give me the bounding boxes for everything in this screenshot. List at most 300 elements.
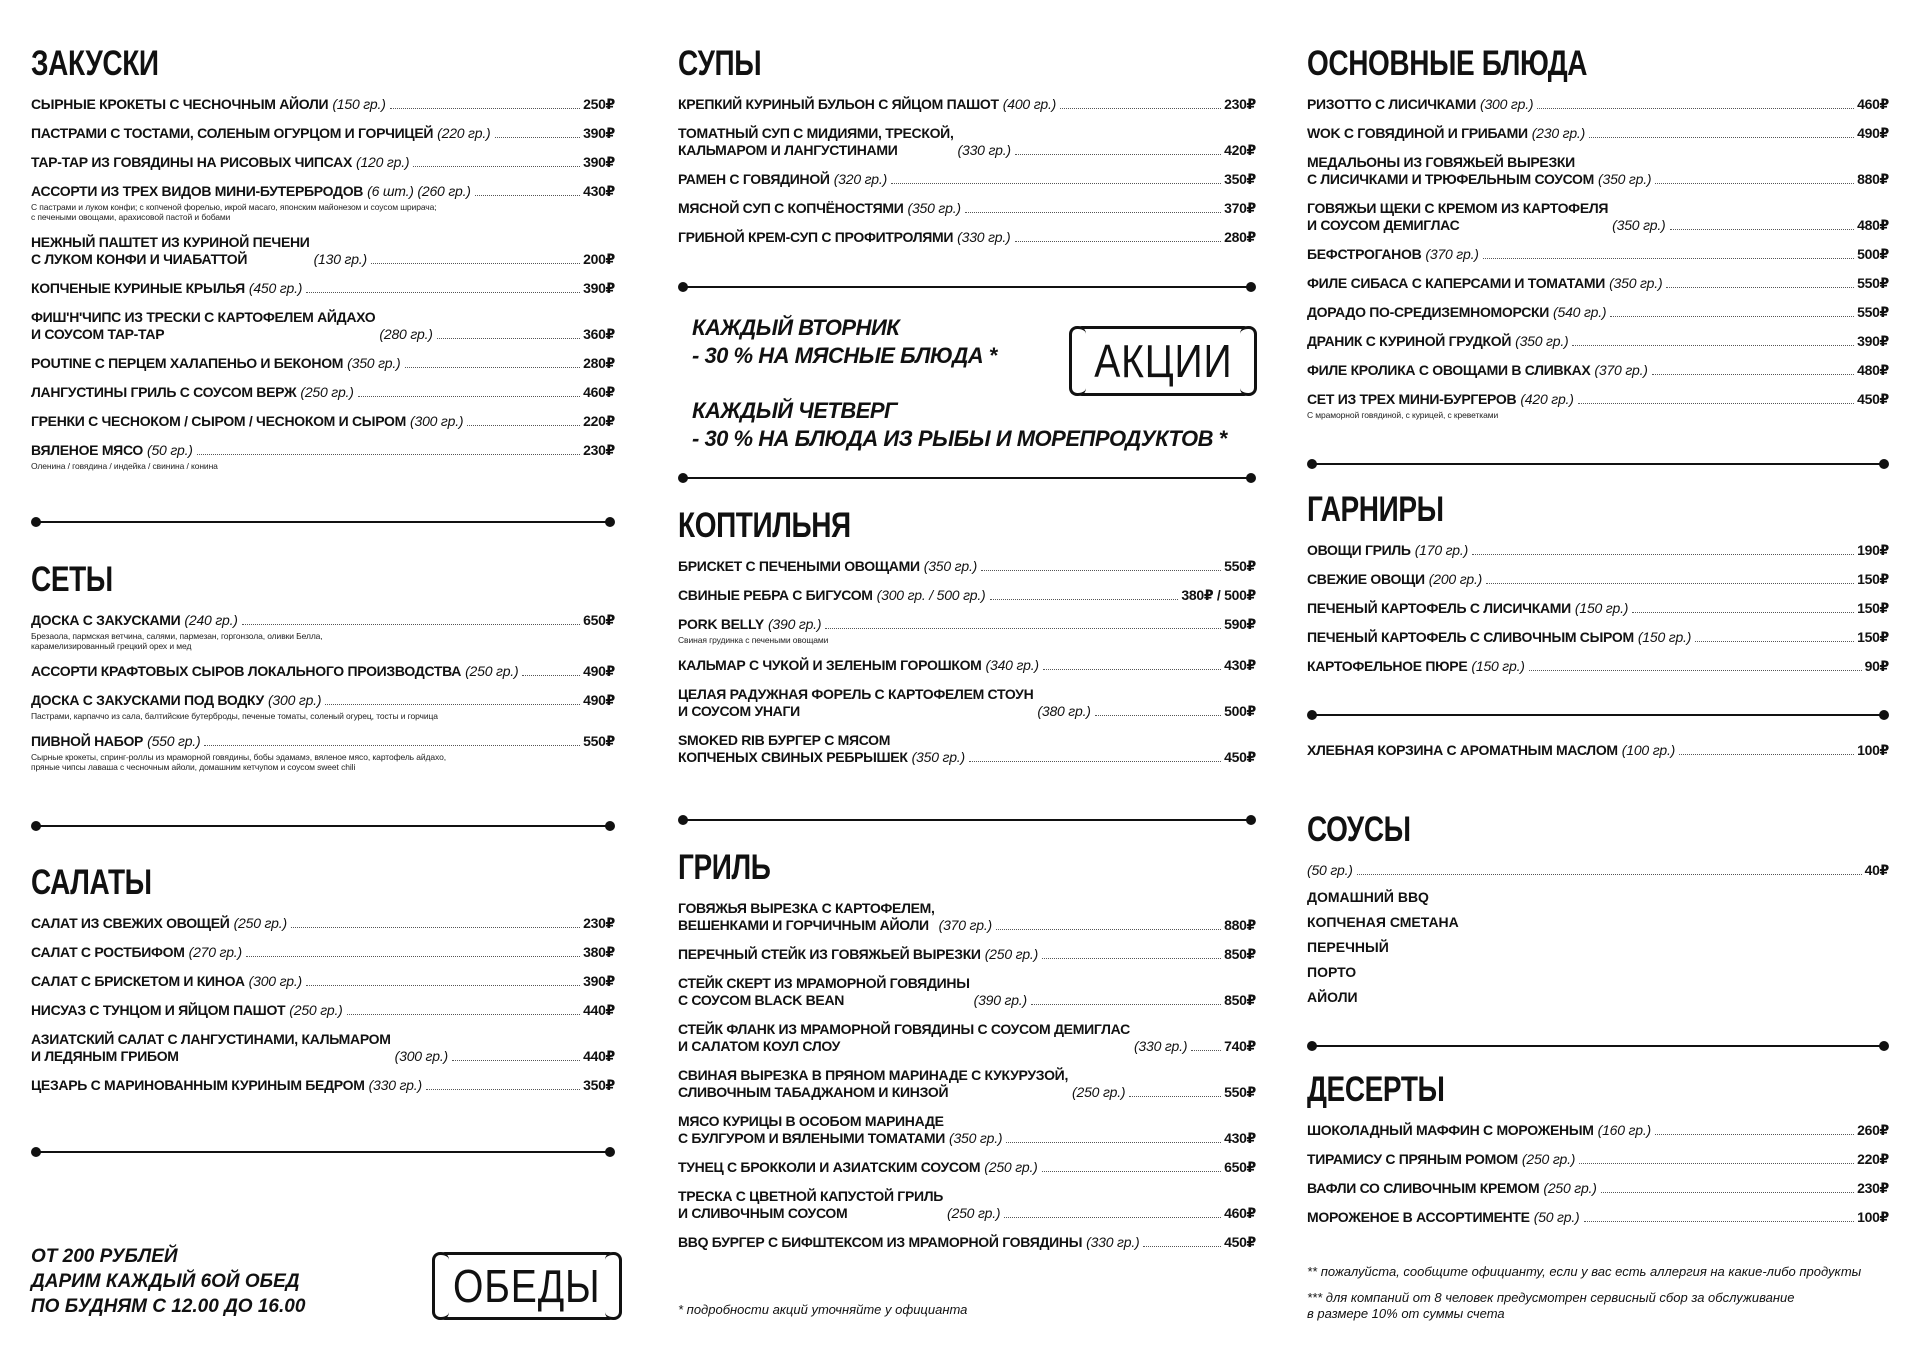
item-weight: (250 гр.) [947,1205,1001,1221]
leader-dots [1578,403,1854,404]
item-weight: (350 гр.) [949,1130,1003,1146]
item-weight: (170 гр.) [1414,542,1469,558]
item-weight: (250 гр.) [300,384,354,400]
item-price: 280₽ [583,355,615,371]
menu-item [31,944,615,961]
item-name: ЦЕЛАЯ РАДУЖНАЯ ФОРЕЛЬ С КАРТОФЕЛЕМ СТОУН И СОУСОМ УНАГИ [678,686,1034,719]
item-name: СТЕЙК ФЛАНК ИЗ МРАМОРНОЙ ГОВЯДИНЫ С СОУСОМ ДЕМИГЛАС И САЛАТОМ КОУЛ СЛОУ [678,1021,1130,1054]
leader-dots [1666,287,1854,288]
item-price: 880₽ [1224,917,1256,933]
item-weight: (350 гр.) [1612,217,1666,233]
menu-item [31,384,615,401]
item-price: 220₽ [1857,1151,1889,1167]
item-price: 450₽ [1857,391,1889,407]
menu-item [1307,629,1889,646]
section-supy [678,44,1256,258]
menu-item [1307,1122,1889,1139]
item-name: САЛАТ С РОСТБИФОМ [31,944,185,960]
menu-item [678,587,1256,604]
menu-item [31,96,615,113]
section-title: ГАРНИРЫ [1307,490,1444,529]
sauce-item: ПЕРЕЧНЫЙ [1307,939,1389,955]
item-weight: (50 гр.) [1533,1209,1580,1225]
section-divider [1307,458,1889,470]
item-weight: (350 гр.) [1609,275,1663,291]
item-name: ОВОЩИ ГРИЛЬ [1307,542,1411,558]
item-weight: (160 гр.) [1597,1122,1651,1138]
item-weight: (400 гр.) [1002,96,1057,112]
section-title: САЛАТЫ [31,863,152,902]
item-weight: (330 гр.) [1133,1038,1188,1054]
item-weight: (340 гр.) [985,657,1039,673]
leader-dots [347,1014,580,1015]
menu-item [678,946,1256,963]
leader-dots [1015,154,1221,155]
item-price: 850₽ [1224,946,1256,962]
item-weight: (390 гр.) [973,992,1027,1008]
item-price: 500₽ [1224,703,1256,719]
leader-dots [1655,1134,1854,1135]
item-weight: (450 гр.) [248,280,303,296]
leader-dots [1129,1096,1221,1097]
menu-item [31,309,615,343]
menu-item-bread [1307,742,1889,759]
item-weight: (240 гр.) [184,612,238,628]
menu-item [678,900,1256,934]
item-name: POUTINE С ПЕРЦЕМ ХАЛАПЕНЬО И БЕКОНОМ [31,355,344,371]
item-name: САЛАТ С БРИСКЕТОМ И КИНОА [31,973,245,989]
item-name: ГРЕНКИ С ЧЕСНОКОМ / СЫРОМ / ЧЕСНОКОМ И СЫРОМ [31,413,407,429]
item-name: WOK С ГОВЯДИНОЙ И ГРИБАМИ [1307,125,1528,141]
leader-dots [969,761,1221,762]
menu-item [678,616,1256,645]
leader-dots [1486,583,1854,584]
leader-dots [1679,754,1854,755]
leader-dots [390,108,580,109]
leader-dots [990,599,1179,600]
item-name: РАМЕН С ГОВЯДИНОЙ [678,171,830,187]
leader-dots [825,628,1221,629]
item-price: 350₽ [583,1077,615,1093]
menu-item [31,234,615,268]
sauce-price-row [1307,862,1889,879]
leader-dots [1537,108,1854,109]
menu-item [678,125,1256,159]
item-name: КАЛЬМАР С ЧУКОЙ И ЗЕЛЕНЫМ ГОРОШКОМ [678,657,982,673]
section-divider [678,814,1256,826]
item-weight: (300 гр.) [1480,96,1534,112]
item-name: СЕТ ИЗ ТРЕХ МИНИ-БУРГЕРОВ [1307,391,1517,407]
item-price: 230₽ [583,915,615,931]
item-weight: (550 гр.) [147,733,201,749]
item-price: 500₽ [1857,246,1889,262]
menu-item [1307,200,1889,234]
leader-dots [371,263,580,264]
item-price: 200₽ [583,251,615,267]
sauce-list [1307,885,1889,1010]
leader-dots [1143,1246,1221,1247]
sauce-item: ПОРТО [1307,964,1357,980]
leader-dots [1060,108,1221,109]
item-weight: (350 гр.) [1515,333,1569,349]
leader-dots [1357,874,1862,875]
section-title: СЕТЫ [31,560,113,599]
item-price: 460₽ [583,384,615,400]
item-price: 440₽ [583,1048,615,1064]
section-zakuski [31,44,615,483]
item-price: 550₽ [1224,558,1256,574]
menu-item [1307,600,1889,617]
leader-dots [413,166,580,167]
item-name: ЛАНГУСТИНЫ ГРИЛЬ С СОУСОМ ВЕРЖ [31,384,297,400]
item-name: ДОРАДО ПО-СРЕДИЗЕМНОМОРСКИ [1307,304,1550,320]
item-price: 220₽ [583,413,615,429]
leader-dots [358,396,580,397]
item-name: МЯСНОЙ СУП С КОПЧЁНОСТЯМИ [678,200,904,216]
item-price: 450₽ [1224,1234,1256,1250]
leader-dots [426,1089,580,1090]
menu-item [1307,571,1889,588]
menu-item [31,692,615,721]
menu-item [678,1021,1256,1055]
item-price: 250₽ [583,96,615,112]
menu-item [1307,304,1889,321]
item-weight: (350 гр.) [1598,171,1652,187]
item-name: ТОМАТНЫЙ СУП С МИДИЯМИ, ТРЕСКОЙ, КАЛЬМАРОМ И ЛАНГУСТИНАМИ [678,125,954,158]
leader-dots [1601,1192,1854,1193]
item-name: НИСУАЗ С ТУНЦОМ И ЯЙЦОМ ПАШОТ [31,1002,286,1018]
item-price: 460₽ [1224,1205,1256,1221]
item-name: СЫРНЫЕ КРОКЕТЫ С ЧЕСНОЧНЫМ АЙОЛИ [31,96,329,112]
menu-item [1307,1180,1889,1197]
promo-footnote: * подробности акций уточняйте у официанта [678,1302,968,1317]
item-name: АССОРТИ ИЗ ТРЕХ ВИДОВ МИНИ-БУТЕРБРОДОВ [31,183,364,199]
item-name: ПИВНОЙ НАБОР [31,733,144,749]
item-price: 390₽ [1857,333,1889,349]
menu-item [1307,333,1889,350]
leader-dots [246,956,580,957]
item-weight: (350 гр.) [923,558,978,574]
section-title: ДЕСЕРТЫ [1307,1070,1445,1109]
menu-list [678,558,1256,766]
item-weight: (250 гр.) [465,663,519,679]
item-name: ТУНЕЦ С БРОККОЛИ И АЗИАТСКИМ СОУСОМ [678,1159,981,1175]
lunch-promo-text: ОТ 200 РУБЛЕЙ ДАРИМ КАЖДЫЙ 6ОЙ ОБЕД ПО БУДНЯМ С 12.00 ДО 16.00 [31,1246,306,1317]
item-name: БЕФСТРОГАНОВ [1307,246,1422,262]
item-price: 460₽ [1857,96,1889,112]
menu-item [31,183,615,222]
item-price: 480₽ [1857,217,1889,233]
item-weight: (350 гр.) [911,749,965,765]
leader-dots [965,212,1221,213]
item-price: 590₽ [1224,616,1256,632]
menu-item [31,1031,615,1065]
leader-dots [197,454,580,455]
menu-item [31,1002,615,1019]
menu-item [1307,275,1889,292]
item-price: 850₽ [1224,992,1256,1008]
item-price: 550₽ [583,733,615,749]
item-weight: (150 гр.) [1471,658,1525,674]
item-name: ТИРАМИСУ С ПРЯНЫМ РОМОМ [1307,1151,1518,1167]
menu-item [1307,658,1889,675]
item-weight: (330 гр.) [957,142,1011,158]
leader-dots [1670,229,1855,230]
item-price: 490₽ [1857,125,1889,141]
menu-item [678,975,1256,1009]
item-price: 490₽ [583,692,615,708]
item-price: 650₽ [1224,1159,1256,1175]
item-name: БРИСКЕТ С ПЕЧЕНЫМИ ОВОЩАМИ [678,558,920,574]
item-name: ХЛЕБНАЯ КОРЗИНА С АРОМАТНЫМ МАСЛОМ [1307,742,1618,758]
item-weight: (370 гр.) [938,917,992,933]
leader-dots [1042,1171,1221,1172]
item-price: 650₽ [583,612,615,628]
item-name: КРЕПКИЙ КУРИНЫЙ БУЛЬОН С ЯЙЦОМ ПАШОТ [678,96,999,112]
item-name: ФИШ'Н'ЧИПС ИЗ ТРЕСКИ С КАРТОФЕЛЕМ АЙДАХО И СОУСОМ ТАР-ТАР [31,309,376,342]
promo-stamp-label: АКЦИИ [1093,335,1233,387]
menu-item [31,280,615,297]
item-weight: (250 гр.) [1072,1084,1126,1100]
menu-list [678,96,1256,246]
menu-item [31,663,615,680]
section-osnovnye [1307,44,1889,432]
leader-dots [467,425,580,426]
leader-dots [1579,1163,1854,1164]
item-weight: (100 гр.) [1621,742,1676,758]
menu-item [1307,391,1889,420]
item-price: 380₽ [583,944,615,960]
menu-item [31,973,615,990]
item-price: 430₽ [1224,1130,1256,1146]
section-title: ГРИЛЬ [678,848,771,887]
item-name: СВЕЖИЕ ОВОЩИ [1307,571,1425,587]
item-weight: (250 гр.) [289,1002,343,1018]
leader-dots [242,624,580,625]
item-name: ФИЛЕ КРОЛИКА С ОВОЩАМИ В СЛИВКАХ [1307,362,1591,378]
section-garniry [1307,490,1889,687]
item-price: 100₽ [1857,1209,1889,1225]
menu-item [678,657,1256,674]
menu-item [1307,542,1889,559]
item-weight: (250 гр.) [1543,1180,1597,1196]
item-name: ГОВЯЖЬЯ ВЫРЕЗКА С КАРТОФЕЛЕМ, ВЕШЕНКАМИ И ГОРЧИЧНЫМ АЙОЛИ [678,900,935,933]
leader-dots [1031,1004,1221,1005]
item-weight: (420 гр.) [1520,391,1574,407]
item-price: 390₽ [583,280,615,296]
item-name: ПАСТРАМИ С ТОСТАМИ, СОЛЕНЫМ ОГУРЦОМ И ГОРЧИЦЕЙ [31,125,434,141]
item-price: 350₽ [1224,171,1256,187]
leader-dots [1042,958,1221,959]
section-divider [1307,1040,1889,1052]
menu-item [1307,1209,1889,1226]
item-price: 390₽ [583,973,615,989]
menu-list [1307,542,1889,675]
menu-list [678,900,1256,1251]
item-price: 260₽ [1857,1122,1889,1138]
item-description: С пастрами и луком конфи; с копченой форелью, икрой масаго, японским майонезом и соусом шрирача; с печеными овощами, арахисовой пастой и бобами [31,202,437,222]
item-price: 550₽ [1857,275,1889,291]
item-name: СВИНАЯ ВЫРЕЗКА В ПРЯНОМ МАРИНАДЕ С КУКУРУЗОЙ, СЛИВОЧНЫМ ТАБАДЖАНОМ И КИНЗОЙ [678,1067,1069,1100]
item-price: 880₽ [1857,171,1889,187]
item-weight: (150 гр.) [1574,600,1629,616]
item-weight: (6 шт.) (260 гр.) [367,183,471,199]
lunch-stamp-label: ОБЕДЫ [453,1260,601,1312]
menu-item [678,229,1256,246]
leader-dots [1632,612,1854,613]
item-weight: (220 гр.) [437,125,491,141]
menu-item [678,558,1256,575]
item-weight: (330 гр.) [1086,1234,1140,1250]
item-description: Оленина / говядина / индейка / свинина / конина [31,461,218,471]
leader-dots [981,570,1221,571]
lunch-stamp [439,1252,615,1320]
item-name: ПЕЧЕНЫЙ КАРТОФЕЛЬ С ЛИСИЧКАМИ [1307,600,1571,616]
item-weight: (250 гр.) [1521,1151,1576,1167]
leader-dots [1652,374,1854,375]
sauce-item: ДОМАШНИЙ BBQ [1307,889,1429,905]
item-name: ТАР-ТАР ИЗ ГОВЯДИНЫ НА РИСОВЫХ ЧИПСАХ [31,154,352,170]
item-weight: (150 гр.) [332,96,386,112]
menu-list [31,915,615,1094]
menu-item [31,355,615,372]
item-weight: (330 гр.) [957,229,1011,245]
item-name: САЛАТ ИЗ СВЕЖИХ ОВОЩЕЙ [31,915,230,931]
item-weight: (300 гр.) [267,692,322,708]
menu-list [31,96,615,471]
menu-item [678,1159,1256,1176]
section-deserty [1307,1070,1889,1238]
item-weight: (350 гр.) [907,200,961,216]
menu-item [31,125,615,142]
item-weight: (320 гр.) [833,171,888,187]
item-name: СВИНЫЕ РЕБРА С БИГУСОМ [678,587,873,603]
section-gril [678,848,1256,1263]
item-price: 150₽ [1857,600,1889,616]
menu-item [678,1234,1256,1251]
leader-dots [204,745,580,746]
item-weight: (540 гр.) [1553,304,1607,320]
item-name: ДОСКА С ЗАКУСКАМИ ПОД ВОДКУ [31,692,264,708]
item-weight: (230 гр.) [1531,125,1586,141]
item-name: ШОКОЛАДНЫЙ МАФФИН С МОРОЖЕНЫМ [1307,1122,1594,1138]
item-weight: (120 гр.) [356,154,410,170]
item-name: АЗИАТСКИЙ САЛАТ С ЛАНГУСТИНАМИ, КАЛЬМАРОМ И ЛЕДЯНЫМ ГРИБОМ [31,1031,391,1064]
menu-item [1307,96,1889,113]
section-salaty [31,863,615,1106]
menu-item [31,612,615,651]
section-divider [31,820,615,832]
menu-item [31,915,615,932]
leader-dots [1529,670,1862,671]
item-price: 480₽ [1857,362,1889,378]
item-weight: (200 гр.) [1428,571,1483,587]
section-koptilnya [678,506,1256,778]
item-weight: (50 гр.) [1307,862,1353,878]
item-name: НЕЖНЫЙ ПАШТЕТ ИЗ КУРИНОЙ ПЕЧЕНИ С ЛУКОМ КОНФИ И ЧИАБАТТОЙ [31,234,310,267]
item-weight: (250 гр.) [233,915,287,931]
item-price: 280₽ [1224,229,1256,245]
item-weight: (330 гр.) [368,1077,422,1093]
menu-item [31,442,615,471]
menu-item [1307,125,1889,142]
item-name: ПЕРЕЧНЫЙ СТЕЙК ИЗ ГОВЯЖЬЕЙ ВЫРЕЗКИ [678,946,981,962]
item-name: ГРИБНОЙ КРЕМ-СУП С ПРОФИТРОЛЯМИ [678,229,954,245]
item-weight: (250 гр.) [984,1159,1038,1175]
item-name: SMOKED RIB БУРГЕР С МЯСОМ КОПЧЕНЫХ СВИНЫХ РЕБРЫШЕК [678,732,908,765]
leader-dots [1655,183,1854,184]
item-price: 360₽ [583,326,615,342]
item-name: BBQ БУРГЕР С БИФШТЕКСОМ ИЗ МРАМОРНОЙ ГОВЯДИНЫ [678,1234,1083,1250]
menu-item [678,686,1256,720]
item-description: Сырные крокеты, спринг-роллы из мраморной говядины, бобы эдамамэ, вяленое мясо, картофель айдахо, пряные чипсы лаваша с чесночным айоли, домашним кетчупом и соусом sweet chili [31,752,446,772]
leader-dots [1610,316,1854,317]
item-description: С мраморной говядиной, с курицей, с креветками [1307,410,1499,420]
leader-dots [1095,715,1221,716]
item-name: ВАФЛИ СО СЛИВОЧНЫМ КРЕМОМ [1307,1180,1540,1196]
item-weight: (370 гр.) [1594,362,1648,378]
item-name: ФИЛЕ СИБАСА С КАПЕРСАМИ И ТОМАТАМИ [1307,275,1606,291]
item-price: 370₽ [1224,200,1256,216]
section-title: ОСНОВНЫЕ БЛЮДА [1307,44,1588,83]
leader-dots [1695,641,1854,642]
menu-item [31,154,615,171]
leader-dots [1004,1217,1221,1218]
item-name: КАРТОФЕЛЬНОЕ ПЮРЕ [1307,658,1468,674]
menu-item [678,200,1256,217]
item-price: 740₽ [1224,1038,1256,1054]
leader-dots [405,367,581,368]
item-name: РИЗОТТО С ЛИСИЧКАМИ [1307,96,1476,112]
menu-item [1307,1151,1889,1168]
promo-tuesday: КАЖДЫЙ ВТОРНИК - 30 % НА МЯСНЫЕ БЛЮДА * [692,315,997,368]
item-price: 190₽ [1857,542,1889,558]
leader-dots [1584,1221,1855,1222]
menu-item [678,1113,1256,1147]
item-name: ГОВЯЖЬИ ЩЕКИ С КРЕМОМ ИЗ КАРТОФЕЛЯ И СОУСОМ ДЕМИГЛАС [1307,200,1609,233]
item-weight: (390 гр.) [767,616,822,632]
item-weight: (250 гр.) [984,946,1039,962]
item-weight: (300 гр.) [410,413,464,429]
leader-dots [306,292,580,293]
service-footnote: *** для компаний от 8 человек предусмотрен сервисный сбор за обслуживание в размере 10% от суммы счета [1307,1290,1795,1321]
item-weight: (280 гр.) [379,326,433,342]
section-title: СОУСЫ [1307,810,1411,849]
item-description: Брезаола, пармская ветчина, салями, пармезан, горгонзола, оливки Белла, карамелизированный грецкий орех и мед [31,631,323,651]
promo-thursday: КАЖДЫЙ ЧЕТВЕРГ - 30 % НА БЛЮДА ИЗ РЫБЫ И МОРЕПРОДУКТОВ * [692,398,1227,451]
item-price: 150₽ [1857,571,1889,587]
leader-dots [306,985,580,986]
item-price: 90₽ [1864,658,1889,674]
section-bread [1307,742,1889,771]
item-name: ПЕЧЕНЫЙ КАРТОФЕЛЬ С СЛИВОЧНЫМ СЫРОМ [1307,629,1634,645]
section-title: КОПТИЛЬНЯ [678,506,851,545]
menu-list [1307,1122,1889,1226]
leader-dots [452,1060,580,1061]
item-price: 490₽ [583,663,615,679]
menu-item [678,96,1256,113]
leader-dots [1472,554,1854,555]
item-price: 230₽ [1857,1180,1889,1196]
menu-list [1307,96,1889,420]
menu-item [1307,362,1889,379]
leader-dots [437,338,580,339]
item-description: Свиная грудинка с печеными овощами [678,635,829,645]
item-price: 390₽ [583,125,615,141]
item-price: 430₽ [1224,657,1256,673]
leader-dots [291,927,580,928]
leader-dots [996,929,1221,930]
